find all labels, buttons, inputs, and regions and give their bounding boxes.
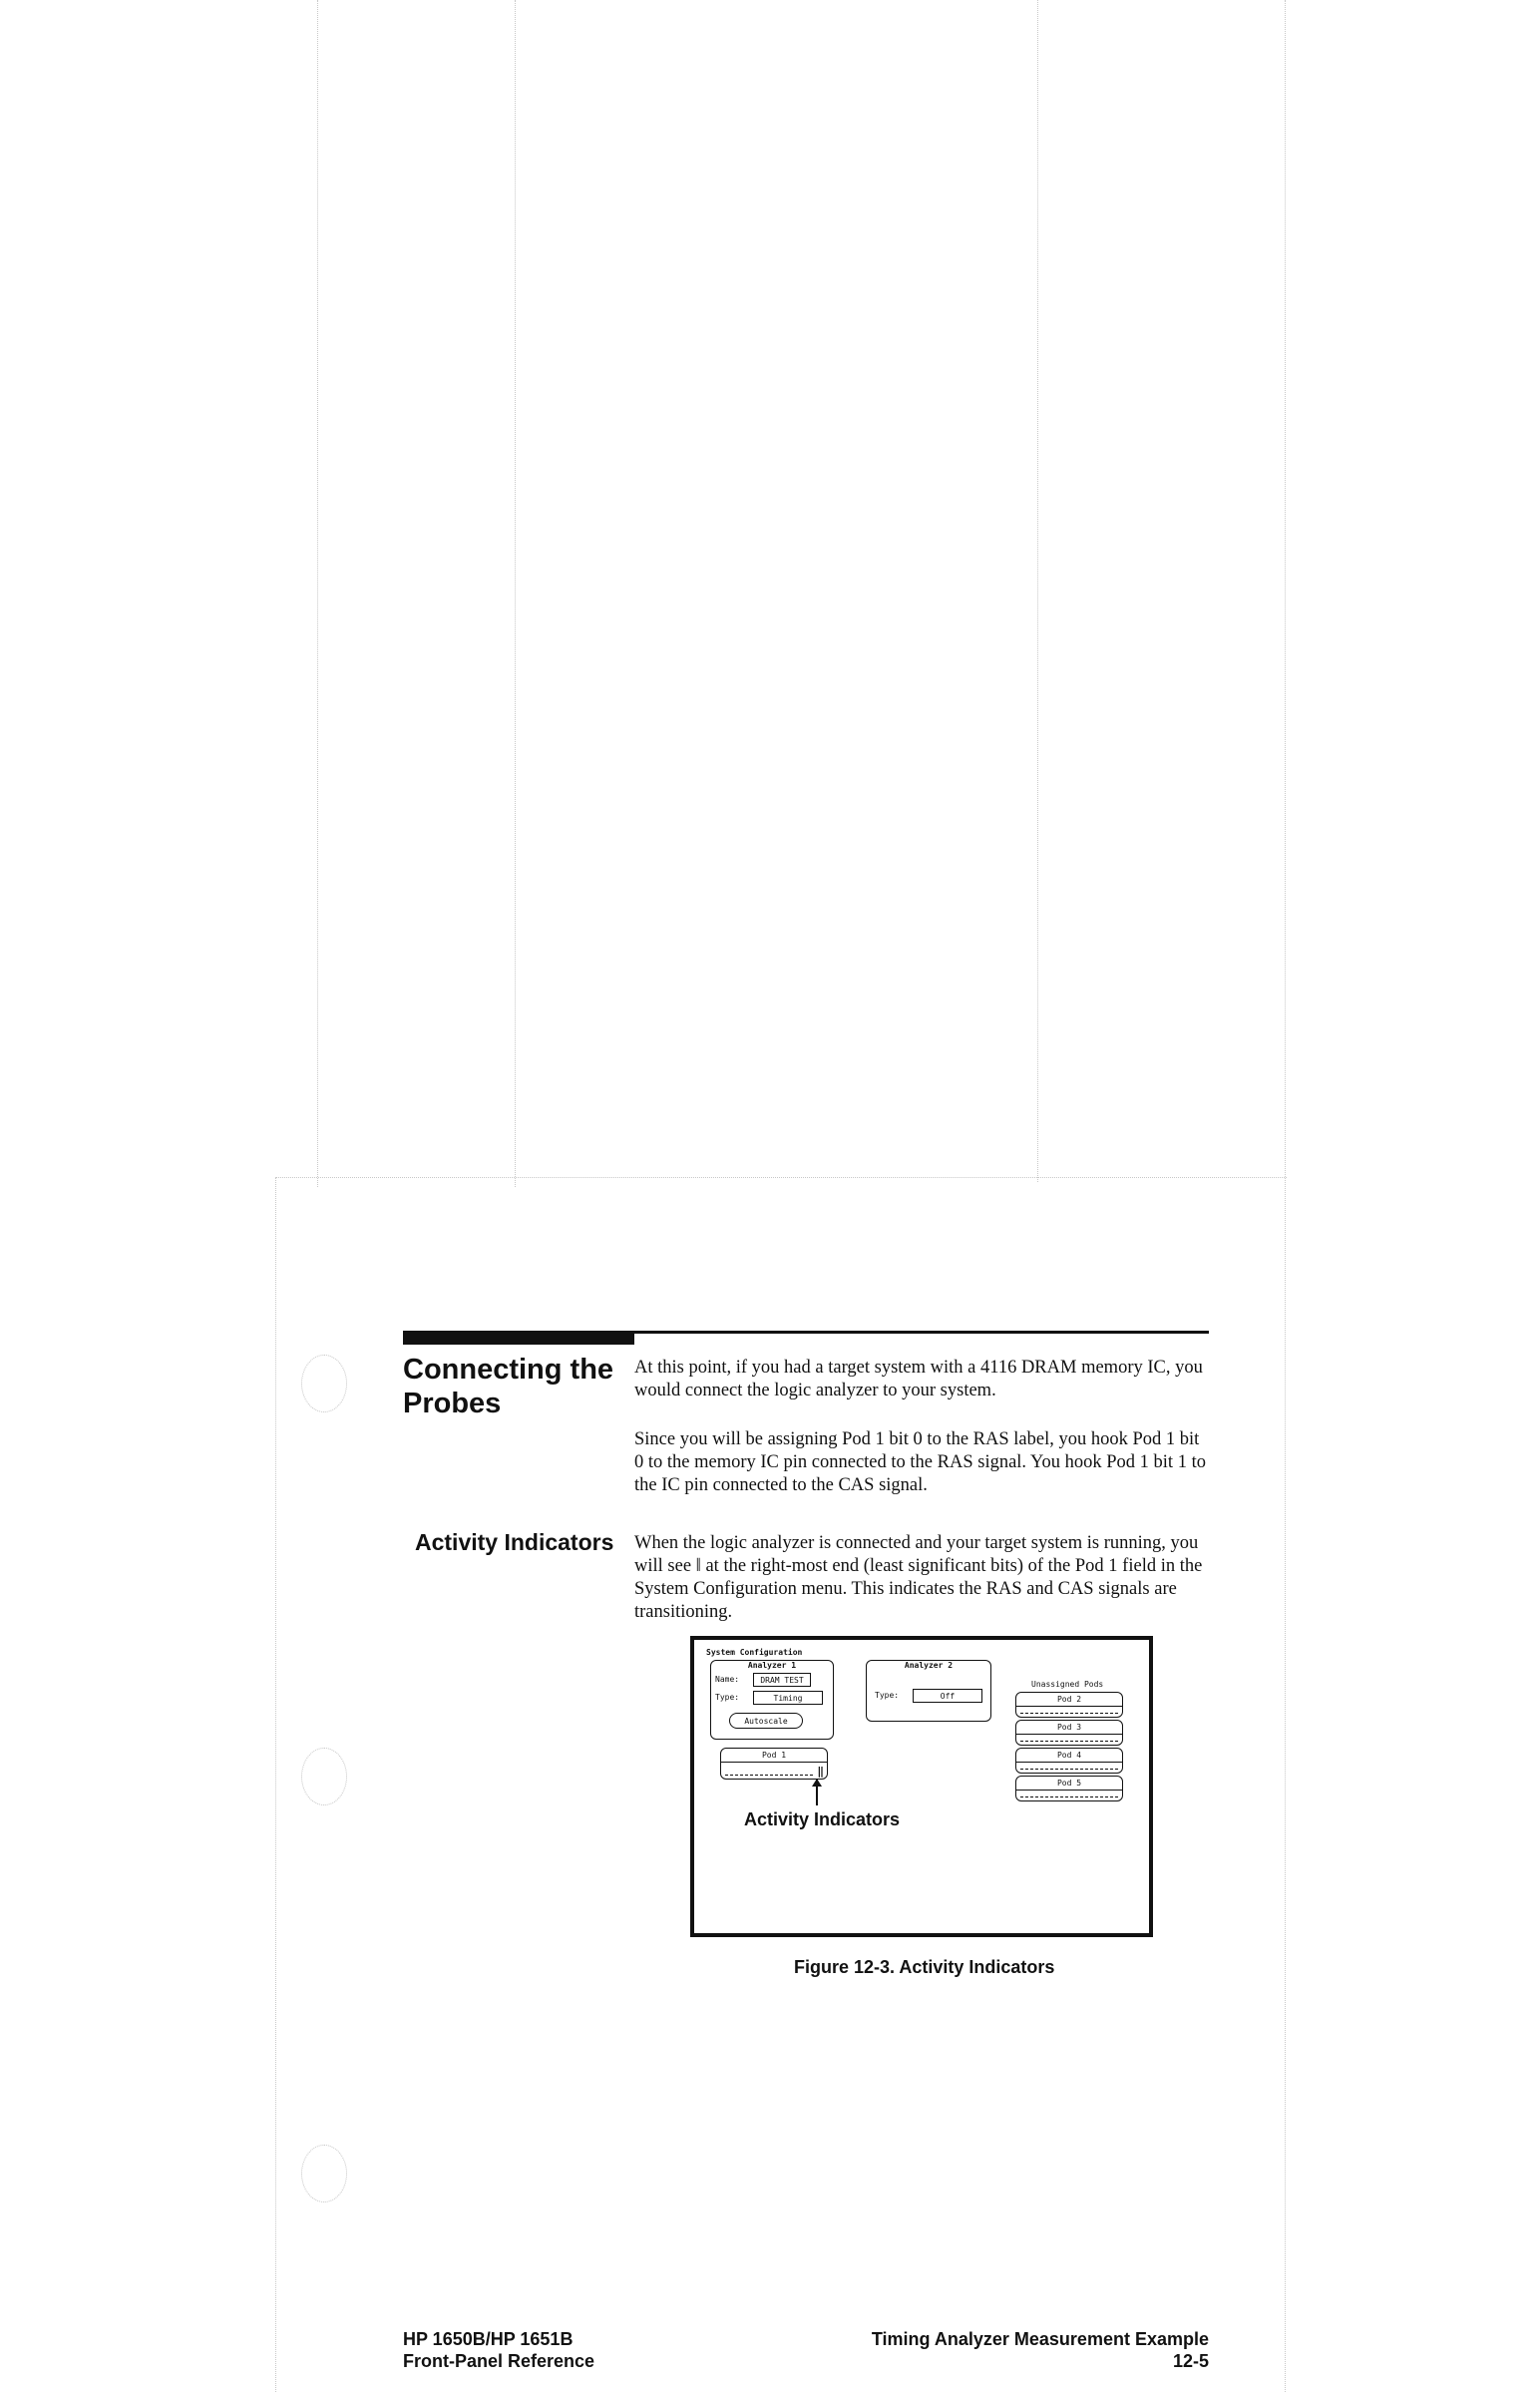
footer-left: [403, 2328, 594, 2372]
analyzer2-panel: [866, 1660, 991, 1722]
figure-caption: Figure 12-3. Activity Indicators: [794, 1957, 1055, 1977]
footer-chapter-title: Timing Analyzer Measurement Example: [871, 2329, 1209, 2349]
section-body-2: [634, 1428, 1213, 1497]
section-paragraph-2: Since you will be assigning Pod 1 bit 0 to the RAS label, you hook Pod 1 bit 0 to the memory IC pin connected to the RAS signal. You hook Pod 1 bit 1 to the IC pin connected to the CAS signal.: [634, 1429, 1206, 1495]
scan-artifact-line: [275, 1177, 1287, 1178]
unassigned-pod-4[interactable]: [1015, 1748, 1123, 1774]
autoscale-label: Autoscale: [744, 1716, 788, 1726]
subsection-paragraph: When the logic analyzer is connected and your target system is running, you will see ‖ at the right-most end (least significant bits) of the Pod 1 field in the System Configuration menu. This indicates the RAS and CAS signals are transitioning.: [634, 1533, 1203, 1622]
analyzer2-type-value: Off: [940, 1691, 956, 1701]
footer-right: [872, 2328, 1209, 2372]
footer-page-number: 12-5: [1172, 2351, 1209, 2371]
analyzer1-name-value: DRAM TEST: [760, 1675, 804, 1685]
section-title: [403, 1353, 613, 1420]
pod-bit-dashes: [1020, 1796, 1118, 1797]
section-body: [634, 1357, 1213, 1402]
unassigned-pods-title: Unassigned Pods: [1031, 1680, 1104, 1689]
analyzer2-label: Analyzer 2: [904, 1661, 954, 1670]
analyzer1-name-field[interactable]: [753, 1673, 811, 1687]
analyzer2-type-label: Type:: [875, 1691, 900, 1700]
autoscale-button[interactable]: [729, 1713, 803, 1729]
analyzer1-name-label: Name:: [715, 1675, 740, 1684]
pod-bit-dashes: [1020, 1769, 1118, 1770]
punch-hole-mark: [301, 2145, 347, 2202]
section-rule-thick: [403, 1331, 634, 1345]
unassigned-pod-5[interactable]: [1015, 1776, 1123, 1801]
section-title-line2: Probes: [403, 1388, 502, 1419]
unassigned-pod-3-label: Pod 3: [1016, 1722, 1122, 1735]
system-configuration-screen: [690, 1636, 1153, 1937]
activity-arrow-head: [812, 1779, 822, 1787]
scan-artifact-line: [1285, 0, 1286, 2392]
footer-manual-title: Front-Panel Reference: [403, 2351, 595, 2371]
unassigned-pod-3[interactable]: [1015, 1720, 1123, 1746]
unassigned-pod-2-label: Pod 2: [1016, 1694, 1122, 1707]
screen-title: System Configuration: [706, 1648, 803, 1657]
analyzer1-label: Analyzer 1: [747, 1661, 797, 1670]
analyzer1-type-label: Type:: [715, 1693, 740, 1702]
analyzer1-panel: [710, 1660, 834, 1740]
subsection-title: Activity Indicators: [415, 1529, 614, 1555]
analyzer1-type-value: Timing: [773, 1693, 803, 1703]
pod1-field[interactable]: [720, 1748, 828, 1780]
unassigned-pod-2[interactable]: [1015, 1692, 1123, 1718]
section-rule-thin: [634, 1331, 1209, 1334]
analyzer1-type-field[interactable]: [753, 1691, 823, 1705]
unassigned-pod-5-label: Pod 5: [1016, 1778, 1122, 1791]
pod1-label: Pod 1: [721, 1750, 827, 1763]
scan-artifact-line: [1037, 0, 1038, 1182]
scan-artifact-line: [515, 0, 516, 1187]
pod1-activity-indicator: ‖: [817, 1765, 824, 1778]
pod-bit-dashes: [1020, 1741, 1118, 1742]
section-title-line1: Connecting the: [403, 1354, 614, 1386]
analyzer2-type-field[interactable]: [913, 1689, 982, 1703]
section-paragraph-1: At this point, if you had a target system with a 4116 DRAM memory IC, you would connect the logic analyzer to your system.: [634, 1358, 1203, 1400]
pod-bit-dashes: [1020, 1713, 1118, 1714]
footer-product: HP 1650B/HP 1651B: [403, 2329, 574, 2349]
unassigned-pod-4-label: Pod 4: [1016, 1750, 1122, 1763]
scan-artifact-line: [275, 1177, 276, 2392]
punch-hole-mark: [301, 1748, 347, 1805]
activity-indicators-annotation: Activity Indicators: [744, 1809, 901, 1829]
subsection-body: [634, 1532, 1213, 1624]
punch-hole-mark: [301, 1355, 347, 1412]
scan-artifact-line: [317, 0, 318, 1187]
pod1-bit-dashes: [725, 1775, 813, 1776]
